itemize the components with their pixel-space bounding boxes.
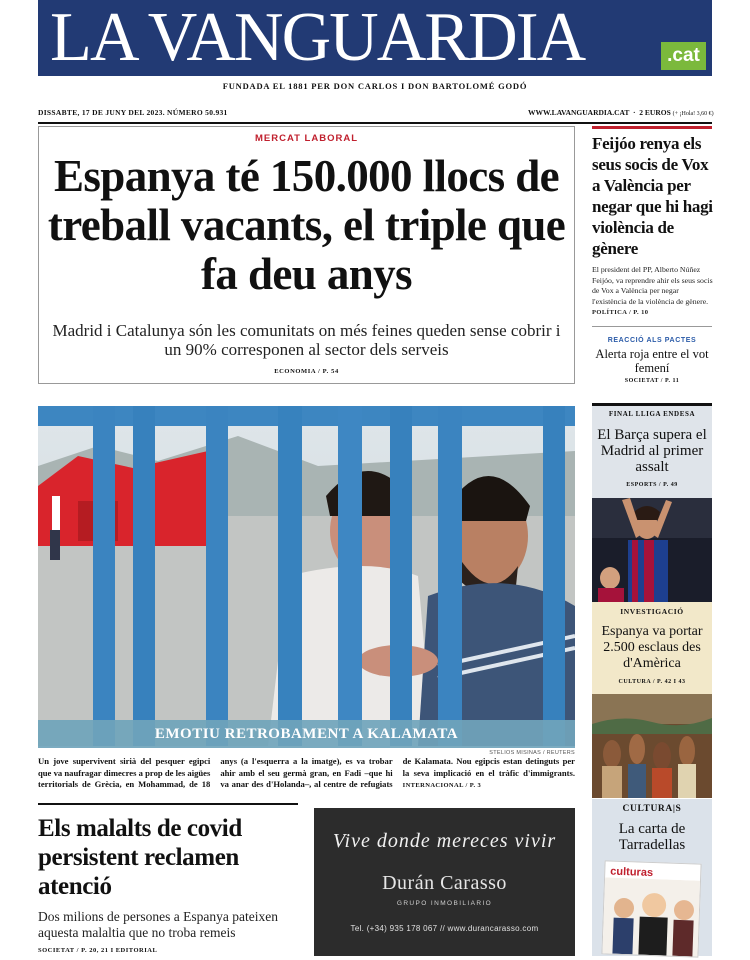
covid-page-ref: SOCIETAT / P. 20, 21 I EDITORIAL [38, 947, 158, 954]
investigacio-headline[interactable]: Espanya va portar 2.500 esclaus des d'Amèrica [601, 624, 703, 671]
photo-caption-body: Un jove supervivent sirià del pesquer egipci que va naufragar dimecres a prop de les aigües territorials de Grècia, en Mohammad, de 18 anys (a l'esquerra a la imatge), es va trobar ahir amb el seu germà gran, en Fadi –que hi va anar des d'Holanda–, al centre de refugiats de Kalamata. Nou egipcis estan detinguts per la seva implicació en el tràfic d'immigrants. [38, 756, 575, 790]
lead-headline[interactable]: Espanya té 150.000 llocs de treball vacants, el triple que fa deu anys [47, 151, 566, 299]
lead-page-ref: ECONOMIA / P. 54 [274, 368, 339, 375]
photo-caption-text [38, 756, 575, 792]
sport-kicker: FINAL LLIGA ENDESA [608, 410, 696, 418]
investigacio-kicker: INVESTIGACIÓ [620, 607, 684, 616]
photo-caption-banner: EMOTIU RETROBAMENT A KALAMATA [38, 720, 575, 748]
photo-page-ref: INTERNACIONAL / P. 3 [402, 782, 482, 790]
lead-subhead: Madrid i Catalunya són les comunitats on més feines queden sense cobrir i un 90% corresponen al sector dels serveis [52, 321, 561, 359]
price: 2 EUROS [639, 108, 671, 117]
basketball-photo [592, 498, 712, 602]
investigacio-page-ref: CULTURA / P. 42 I 43 [618, 679, 686, 685]
website-and-price: WWW.LAVANGUARDIA.CAT · 2 EUROS (+ ¡Hola! 3,60 €) [528, 108, 714, 117]
reaccio-headline[interactable]: Alerta roja entre el vot femení [595, 347, 709, 375]
ad-subtitle: GRUPO INMOBILIARIO [396, 900, 493, 907]
ad-brand: Durán Carasso [382, 872, 507, 894]
sport-headline[interactable]: El Barça supera el Madrid al primer assalt [597, 427, 707, 475]
top-rule [38, 122, 712, 124]
dateline: DISSABTE, 17 DE JUNY DEL 2023. NÚMERO 50.931 [38, 108, 228, 117]
main-photo [38, 406, 575, 746]
cultura-cover-thumbnail [601, 860, 701, 957]
historical-painting [592, 694, 712, 798]
bottom-rule [38, 803, 298, 805]
covid-subhead: Dos milions de persones a Espanya pateixen aquesta malaltia que no troba remeis [38, 909, 278, 940]
reaccio-kicker: REACCIÓ ALS PACTES [607, 337, 697, 344]
covid-headline[interactable]: Els malalts de covid persistent reclamen atenció [38, 815, 242, 900]
masthead [38, 0, 712, 76]
feijoo-accent-bar [592, 126, 712, 129]
ad-contact[interactable]: Tel. (+34) 935 178 067 // www.durancarasso.com [350, 924, 539, 933]
feijoo-body [592, 265, 714, 319]
founded-line: FUNDADA EL 1881 PER DON CARLOS I DON BARTOLOMÉ GODÓ [222, 81, 528, 91]
cultura-headline[interactable]: La carta de Tarradellas [618, 821, 686, 853]
logo-cat-badge: .cat [661, 42, 706, 70]
cultura-cover-title: culturas [610, 865, 654, 880]
reaccio-page-ref: SOCIETAT / P. 11 [624, 378, 680, 384]
newspaper-logo[interactable]: LA VANGUARDIA [50, 0, 585, 76]
price-extra: (+ ¡Hola! 3,60 €) [672, 111, 714, 117]
lead-kicker: MERCAT LABORAL [254, 133, 358, 144]
photo-credit: STELIOS MISINAS / REUTERS [489, 750, 575, 756]
ad-slogan: Vive donde mereces vivir [332, 830, 557, 852]
feijoo-headline[interactable]: Feijóo renya els seus socis de Vox a València per negar que hi hagi violència de gènere [592, 134, 713, 258]
website-link[interactable]: WWW.LAVANGUARDIA.CAT [528, 108, 630, 117]
cultura-kicker: CULTURA|S [622, 804, 682, 814]
feijoo-body-text: El president del PP, Alberto Núñez Feijóo, va reprendre ahir els seus socis de Vox a València per negar l'existència de la violència de gènere. [592, 265, 713, 306]
sport-page-ref: ESPORTS / P. 49 [626, 482, 678, 488]
right-divider [592, 326, 712, 327]
feijoo-page-ref: POLÍTICA / P. 10 [592, 309, 649, 317]
